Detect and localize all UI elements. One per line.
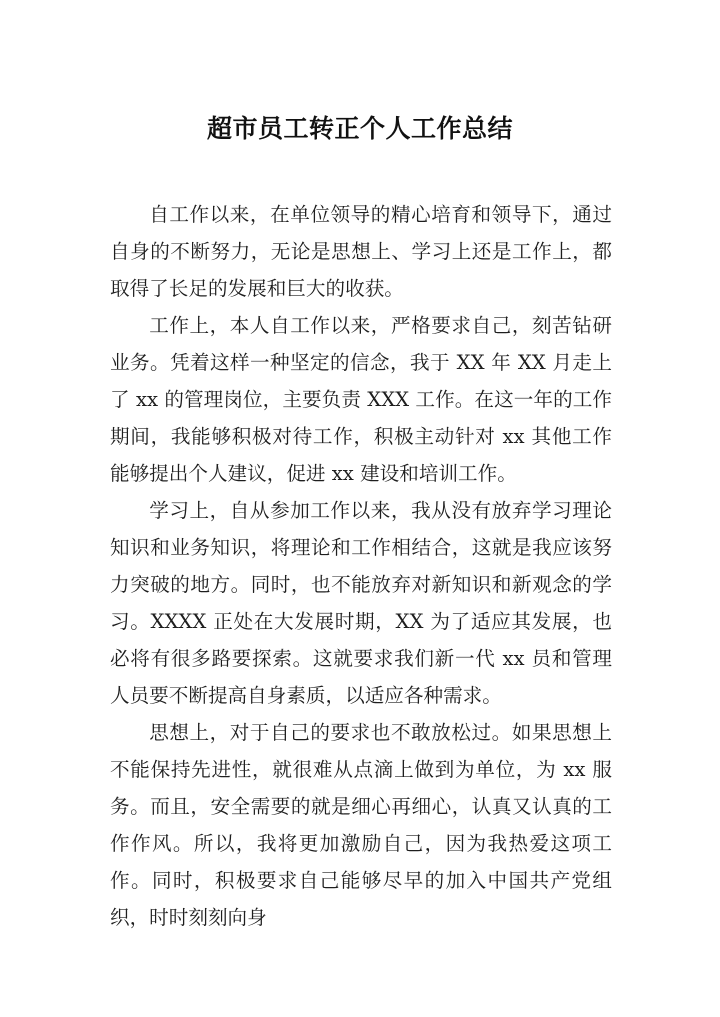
document-title: 超市员工转正个人工作总结 <box>206 114 513 143</box>
document-body <box>110 196 612 936</box>
paragraph-work: 工作上，本人自工作以来，严格要求自己，刻苦钻研业务。凭着这样一种坚定的信念，我于 XX 年 XX 月走上了 xx 的管理岗位，主要负责 XXX 工作。在这一年的工作期间，我能够积极对待工作，积极主动针对 xx 其他工作能够提出个人建议，促进 xx 建设和培训工作。 <box>110 314 612 485</box>
paragraph-intro: 自工作以来，在单位领导的精心培育和领导下，通过自身的不断努力，无论是思想上、学习上还是工作上，都取得了长足的发展和巨大的收获。 <box>110 203 612 300</box>
paragraph-study: 学习上，自从参加工作以来，我从没有放弃学习理论知识和业务知识，将理论和工作相结合，这就是我应该努力突破的地方。同时，也不能放弃对新知识和新观念的学习。XXXX 正处在大发展时期，XX 为了适应其发展，也必将有很多路要探索。这就要求我们新一代 xx 员和管理人员要不断提高自身素质，以适应各种需求。 <box>110 499 612 707</box>
paragraph-thought: 思想上，对于自己的要求也不敢放松过。如果思想上不能保持先进性，就很难从点滴上做到为单位，为 xx 服务。而且，安全需要的就是细心再细心，认真又认真的工作作风。所以，我将更加激励自己，因为我热爱这项工作。同时，积极要求自己能够尽早的加入中国共产党组织，时时刻刻向身 <box>110 721 612 929</box>
